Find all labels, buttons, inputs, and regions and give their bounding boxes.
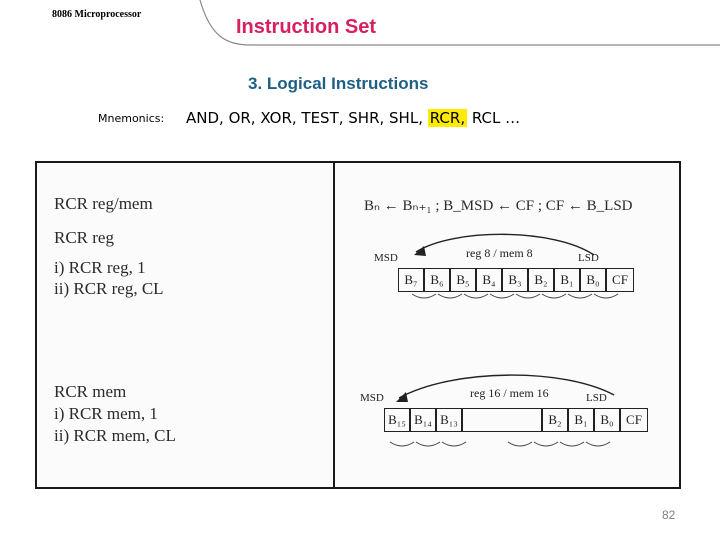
section-subtitle: 3. Logical Instructions (248, 74, 429, 93)
course-label: 8086 Microprocessor (52, 9, 142, 20)
bit-cell: B₀ (594, 408, 620, 432)
bit-cell: B₅ (450, 268, 476, 292)
bit-cell: B₄ (476, 268, 502, 292)
msd-label-16: MSD (360, 392, 384, 404)
bit-cell: B₁ (568, 408, 594, 432)
caption-16: reg 16 / mem 16 (470, 386, 549, 400)
mnemonics-highlight: RCR, (429, 109, 466, 127)
bit-cell: B₃ (502, 268, 528, 292)
msd-label-8: MSD (374, 252, 398, 264)
bit-cell: B₇ (398, 268, 424, 292)
mnemonics-after: RCL … (471, 109, 521, 127)
rcr-mem-form-2: ii) RCR mem, CL (54, 426, 176, 445)
bit-cell: B₆ (424, 268, 450, 292)
cf-cell-8: CF (606, 268, 634, 292)
rcr-formula: Bₙ ← Bₙ₊₁ ; B_MSD ← CF ; CF ← B_LSD (364, 198, 633, 214)
mnemonics-list (186, 109, 520, 127)
scanned-figure (34, 160, 684, 490)
cf-cell-16: CF (620, 408, 648, 432)
rcr-reg-title: RCR reg (54, 228, 114, 247)
bit-cell: B₀ (580, 268, 606, 292)
rcr-reg-form-2: ii) RCR reg, CL (54, 279, 164, 298)
bit-cell: B₂ (542, 408, 568, 432)
rcr-mem-title: RCR mem (54, 382, 127, 401)
lsd-label-16: LSD (586, 392, 607, 404)
mnemonics-before: AND, OR, XOR, TEST, SHR, SHL, (186, 109, 423, 127)
mnemonics-label: Mnemonics: (98, 112, 165, 125)
bit-cell-gap (462, 408, 542, 432)
slide-title: Instruction Set (236, 16, 377, 38)
page-number: 82 (662, 508, 676, 522)
bit-cell: B₁₃ (436, 408, 462, 432)
bit-cell: B₁₄ (410, 408, 436, 432)
bit-cell: B₁₅ (384, 408, 410, 432)
rcr-heading: RCR reg/mem (54, 194, 153, 213)
rcr-reg-form-1: i) RCR reg, 1 (54, 258, 146, 277)
bit-cell: B₁ (554, 268, 580, 292)
rcr-mem-form-1: i) RCR mem, 1 (54, 404, 158, 423)
caption-8: reg 8 / mem 8 (466, 246, 533, 260)
bit-cell: B₂ (528, 268, 554, 292)
lsd-label-8: LSD (578, 252, 599, 264)
